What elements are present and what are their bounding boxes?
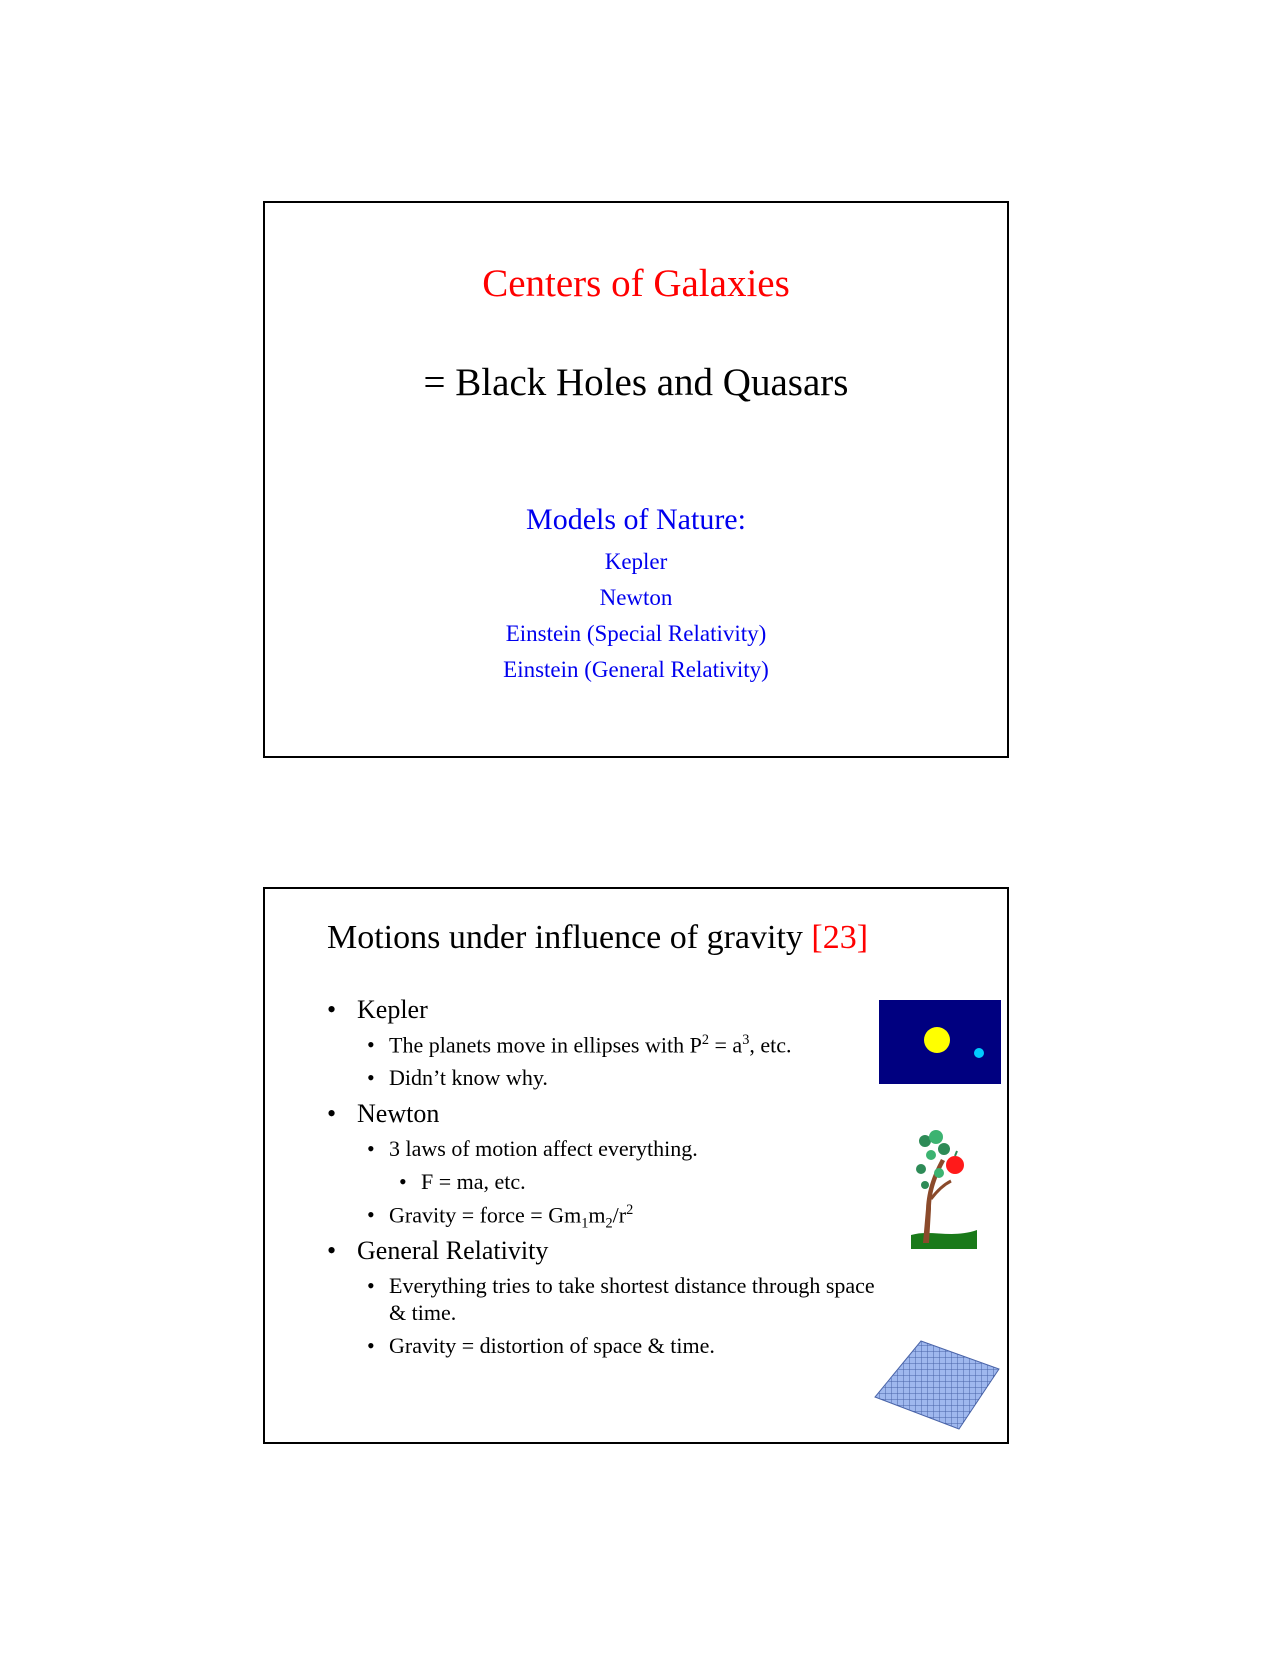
- gravity-text-a: Gravity = force = Gm: [389, 1202, 582, 1228]
- kepler-why-text: Didn’t know why.: [389, 1065, 548, 1090]
- bullet-dot: •: [327, 995, 337, 1024]
- ellipses-text-c: , etc.: [749, 1032, 792, 1058]
- gravity-sub-1: 1: [581, 1215, 589, 1232]
- model-item-einstein-sr: Einstein (Special Relativity): [505, 621, 767, 646]
- bullet-kepler: [327, 995, 428, 1025]
- bullet-dot: •: [367, 1136, 375, 1161]
- slide-2-title: [327, 919, 868, 957]
- bullet-newton-laws: [367, 1136, 698, 1162]
- gr-shortest-line1: Everything tries to take shortest distance through space: [389, 1273, 875, 1298]
- newton-fma-text: F = ma, etc.: [421, 1169, 526, 1194]
- slide-2: [263, 887, 1009, 1444]
- models-heading: Models of Nature:: [526, 503, 746, 536]
- slide-1-subtitle: = Black Holes and Quasars: [423, 361, 849, 404]
- gr-distortion-text: Gravity = distortion of space & time.: [389, 1333, 715, 1358]
- bullet-dot: •: [367, 1202, 375, 1228]
- bullet-gr-text: General Relativity: [357, 1236, 549, 1265]
- model-item-kepler: Kepler: [604, 549, 668, 574]
- citation-ref: [23]: [811, 919, 869, 956]
- bullet-dot: •: [367, 1333, 375, 1358]
- ellipses-text-b: = a: [709, 1032, 743, 1058]
- slide-1-title: Centers of Galaxies: [482, 262, 790, 305]
- bullet-dot: •: [367, 1065, 375, 1090]
- sun-planet-illustration-icon: [879, 1000, 1001, 1084]
- bullet-dot: •: [367, 1032, 375, 1058]
- bullet-newton-fma: [399, 1169, 526, 1195]
- ellipses-sup-2: 3: [742, 1032, 750, 1048]
- bullet-kepler-why: [367, 1065, 548, 1091]
- bullet-newton: [327, 1099, 439, 1129]
- bullet-gr-shortest: [367, 1273, 875, 1299]
- bullet-dot: •: [399, 1169, 407, 1194]
- bullet-dot: •: [367, 1273, 375, 1298]
- bullet-kepler-text: Kepler: [357, 995, 428, 1024]
- model-item-einstein-gr: Einstein (General Relativity): [503, 657, 769, 682]
- apple-tree-illustration-icon: [911, 1129, 977, 1251]
- model-item-newton: Newton: [599, 585, 673, 610]
- slide-1: [263, 201, 1009, 758]
- bullet-kepler-ellipses: [367, 1032, 792, 1058]
- bullet-general-relativity: [327, 1236, 548, 1266]
- slide-2-title-text: Motions under influence of gravity: [327, 919, 803, 956]
- gravity-text-c: /r: [612, 1202, 627, 1228]
- newton-laws-text: 3 laws of motion affect everything.: [389, 1136, 698, 1161]
- ellipses-sup-1: 2: [701, 1032, 710, 1048]
- bullet-gr-distortion: [367, 1333, 715, 1359]
- bullet-dot: •: [327, 1236, 337, 1265]
- bullet-newton-gravity: [367, 1202, 633, 1233]
- gr-shortest-line2: & time.: [389, 1300, 457, 1325]
- gravity-text-b: m: [588, 1202, 606, 1228]
- ellipses-text-a: The planets move in ellipses with P: [389, 1032, 702, 1058]
- bullet-dot: •: [327, 1099, 337, 1128]
- spacetime-grid-illustration-icon: [873, 1339, 1001, 1431]
- bullet-newton-text: Newton: [357, 1099, 440, 1128]
- gravity-sub-2: 2: [605, 1215, 613, 1232]
- gravity-sup: 2: [626, 1202, 634, 1218]
